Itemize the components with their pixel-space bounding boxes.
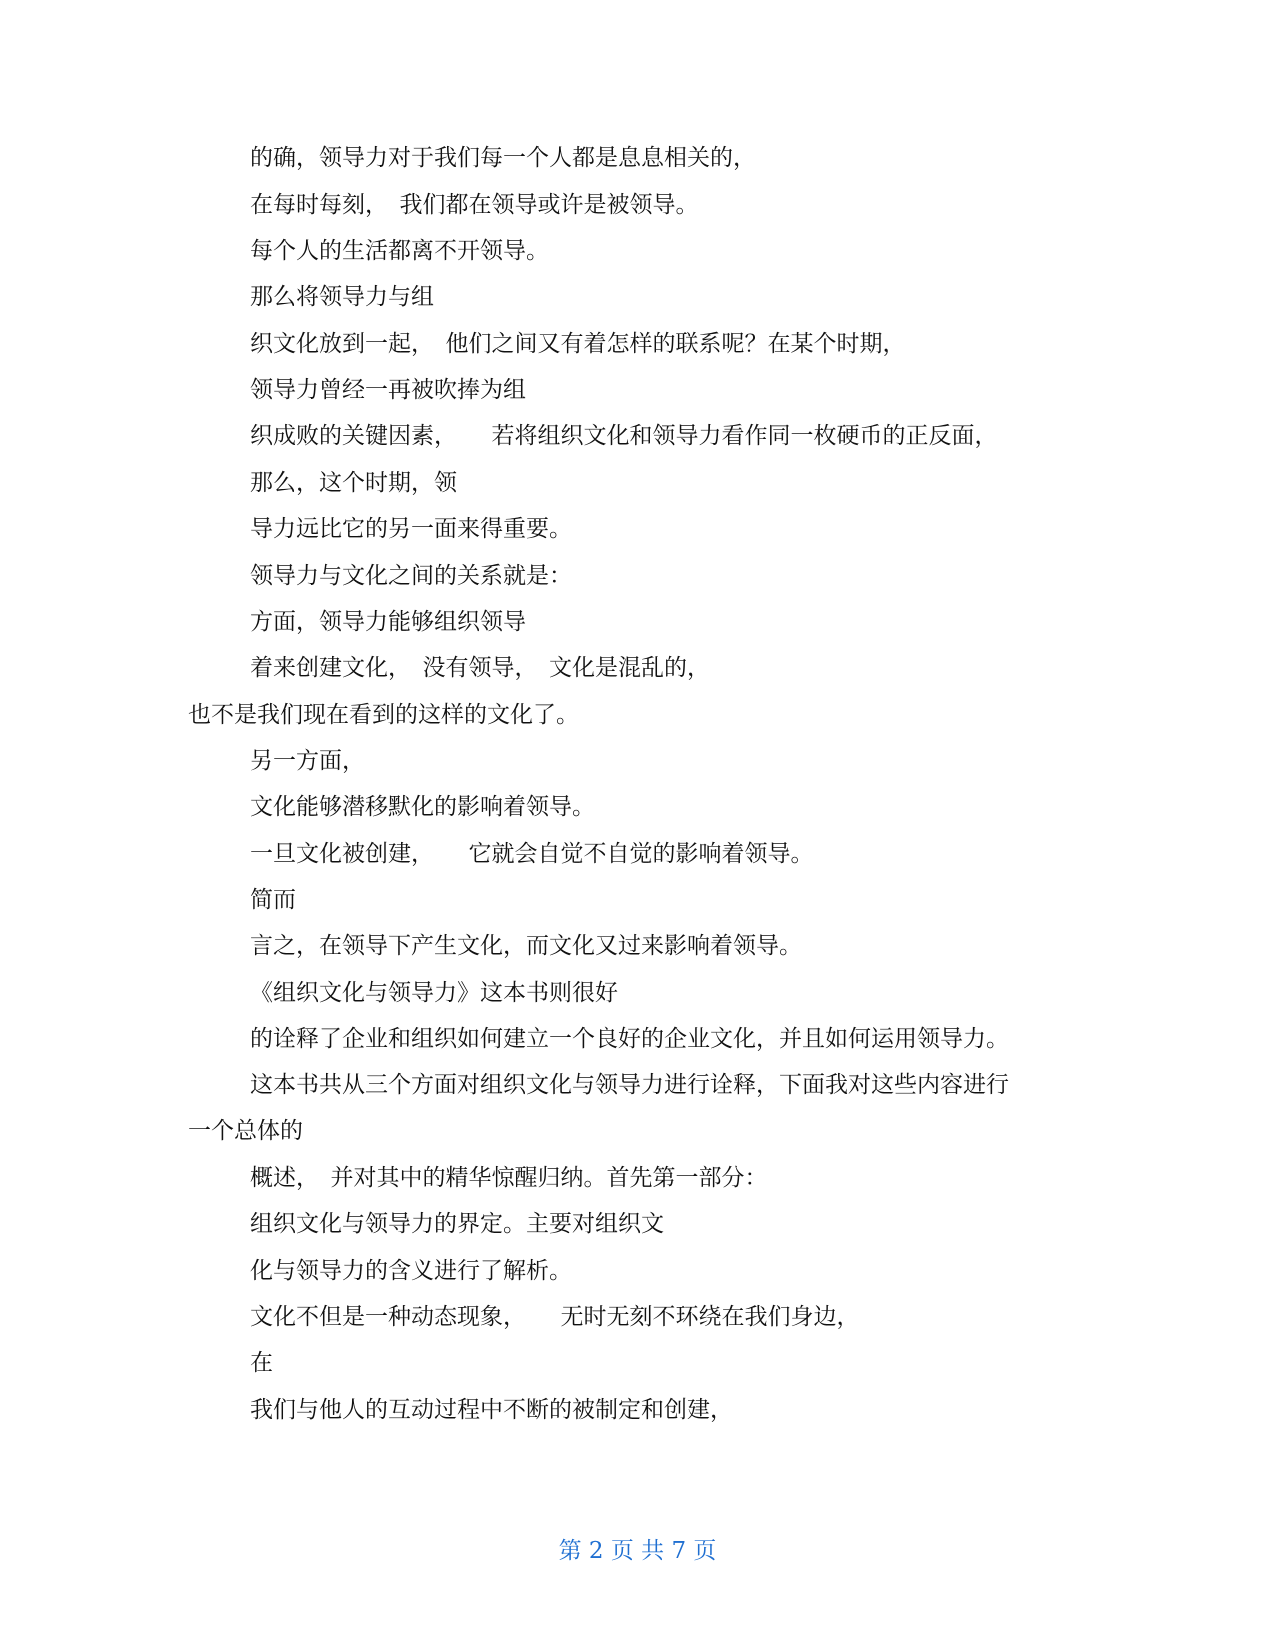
- text-line: 在每时每刻， 我们都在领导或许是被领导。: [250, 192, 699, 218]
- text-line: 言之，在领导下产生文化，而文化又过来影响着领导。: [250, 933, 802, 959]
- text-line: 《组织文化与领导力》这本书则很好: [250, 980, 618, 1006]
- text-line: 组织文化与领导力的界定。主要对组织文: [250, 1211, 664, 1237]
- text-line: 那么将领导力与组: [250, 284, 434, 310]
- text-line: 着来创建文化， 没有领导， 文化是混乱的，: [250, 655, 710, 681]
- text-line: 一旦文化被创建， 它就会自觉不自觉的影响着领导。: [250, 841, 814, 867]
- text-line: 文化不但是一种动态现象， 无时无刻不环绕在我们身边，: [250, 1304, 860, 1330]
- text-line: 一个总体的: [188, 1118, 303, 1144]
- text-line: 我们与他人的互动过程中不断的被制定和创建，: [250, 1397, 733, 1423]
- text-line: 领导力曾经一再被吹捧为组: [250, 377, 526, 403]
- text-line: 文化能够潜移默化的影响着领导。: [250, 794, 595, 820]
- text-line: 也不是我们现在看到的这样的文化了。: [188, 702, 579, 728]
- text-line: 化与领导力的含义进行了解析。: [250, 1258, 572, 1284]
- page-number-footer: 第 2 页 共 7 页: [558, 1538, 717, 1564]
- text-line: 每个人的生活都离不开领导。: [250, 238, 549, 264]
- text-line: 织成败的关键因素， 若将组织文化和领导力看作同一枚硬币的正反面，: [250, 423, 998, 449]
- text-line: 在: [250, 1350, 273, 1376]
- text-line: 方面，领导力能够组织领导: [250, 609, 526, 635]
- text-line: 的确，领导力对于我们每一个人都是息息相关的，: [250, 145, 756, 171]
- text-line: 导力远比它的另一面来得重要。: [250, 516, 572, 542]
- text-line: 的诠释了企业和组织如何建立一个良好的企业文化，并且如何运用领导力。: [250, 1026, 1009, 1052]
- text-line: 那么，这个时期，领: [250, 470, 457, 496]
- text-line: 这本书共从三个方面对组织文化与领导力进行诠释，下面我对这些内容进行: [250, 1072, 1009, 1098]
- text-line: 简而: [250, 887, 296, 913]
- text-line: 领导力与文化之间的关系就是：: [250, 563, 572, 589]
- text-line: 另一方面，: [250, 748, 365, 774]
- text-line: 织文化放到一起， 他们之间又有着怎样的联系呢？在某个时期，: [250, 331, 906, 357]
- text-line: 概述， 并对其中的精华惊醒归纳。首先第一部分：: [250, 1165, 768, 1191]
